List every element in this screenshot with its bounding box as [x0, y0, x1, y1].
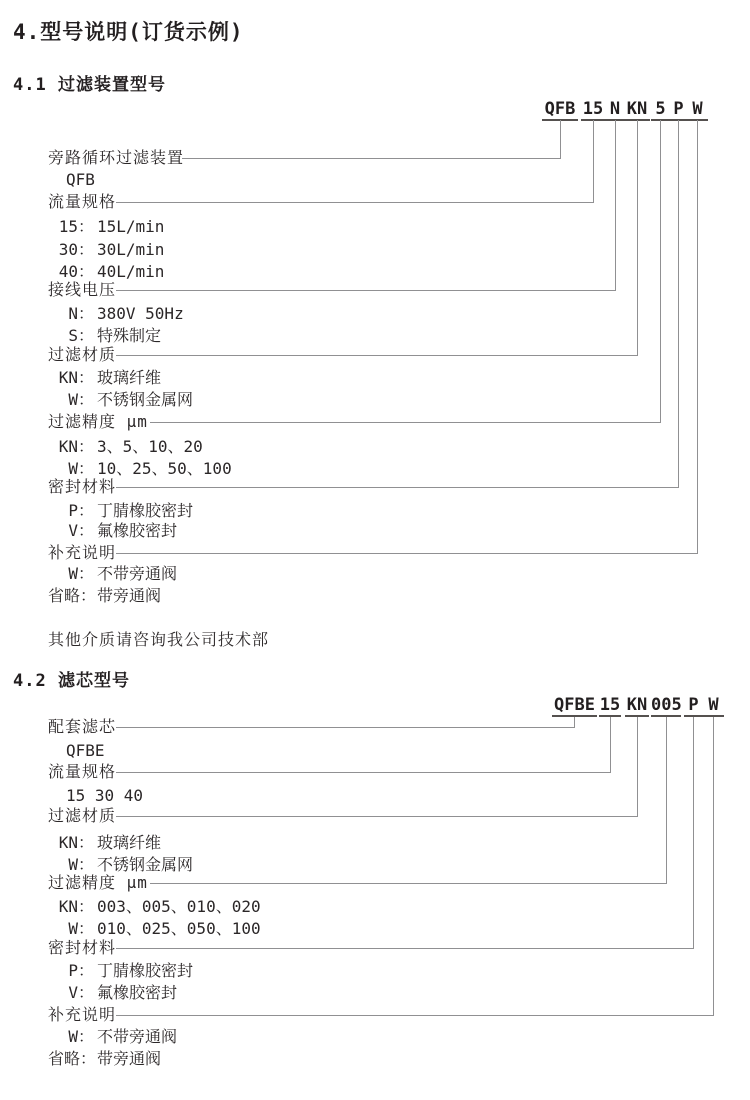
connector-vline — [637, 120, 638, 356]
option-value: 丁腈橡胶密封 — [97, 961, 194, 980]
option-value: 15L/min — [97, 217, 165, 236]
connector-vline — [560, 120, 561, 159]
connector-vline — [693, 717, 694, 949]
group-label: 旁路循环过滤装置 — [48, 148, 185, 167]
connector-hline — [116, 816, 638, 817]
connector-vline — [713, 717, 714, 1016]
group-label: 过滤精度 μm — [48, 873, 148, 892]
connector-hline — [116, 1015, 714, 1016]
connector-hline — [150, 883, 667, 884]
option-row: 15 30 40 — [66, 786, 144, 805]
option-row: QFBE — [66, 741, 105, 760]
option-key: 40： — [58, 262, 94, 281]
connector-hline — [116, 553, 698, 554]
code-segment: W — [703, 696, 724, 717]
page-title: 4.型号说明(订货示例) — [13, 20, 244, 44]
option-value: 003、005、010、020 — [97, 897, 261, 916]
code-segment: QFBE — [552, 696, 597, 717]
group-label: 过滤精度 μm — [48, 412, 148, 431]
code-segment: N — [605, 100, 625, 121]
option-row — [48, 982, 177, 1004]
group-label: 补充说明 — [48, 543, 117, 562]
group-label: 流量规格 — [48, 192, 117, 211]
option-value: 氟橡胶密封 — [97, 521, 178, 540]
option-row — [48, 239, 164, 261]
group-label: 补充说明 — [48, 1005, 117, 1024]
option-value: 带旁通阀 — [97, 1049, 162, 1068]
connector-hline — [150, 422, 661, 423]
option-row — [48, 303, 184, 325]
group-label: 密封材料 — [48, 477, 117, 496]
option-key: P： — [68, 961, 94, 980]
group-label: 流量规格 — [48, 762, 117, 781]
option-key: W： — [68, 564, 94, 583]
connector-vline — [593, 120, 594, 203]
option-row — [48, 520, 177, 542]
option-value: 010、025、050、100 — [97, 919, 261, 938]
option-row — [48, 436, 203, 458]
option-value: 玻璃纤维 — [97, 833, 162, 852]
option-value: 3、5、10、20 — [97, 437, 203, 456]
code-segment: KN — [626, 695, 648, 715]
connector-vline — [660, 120, 661, 423]
option-row — [48, 1048, 161, 1070]
connector-hline — [116, 948, 694, 949]
option-key: KN： — [58, 437, 94, 456]
option-key: 15： — [58, 217, 94, 236]
option-value: 玻璃纤维 — [97, 368, 162, 387]
option-key: V： — [68, 983, 94, 1002]
code-segment: KN — [624, 100, 650, 121]
option-key: V： — [68, 521, 94, 540]
connector-hline — [116, 290, 616, 291]
connector-hline — [116, 487, 679, 488]
connector-hline — [116, 355, 638, 356]
group-label: 接线电压 — [48, 280, 117, 299]
group-label: 过滤材质 — [48, 806, 117, 825]
option-key: 省略： — [48, 586, 97, 605]
option-value: 带旁通阀 — [97, 586, 162, 605]
connector-vline — [678, 120, 679, 488]
connector-vline — [666, 717, 667, 884]
code-segment: W — [687, 100, 708, 121]
option-value: 10、25、50、100 — [97, 459, 232, 478]
section-4-2-heading: 4.2 滤芯型号 — [13, 671, 130, 691]
option-value: 380V 50Hz — [97, 304, 184, 323]
option-value: 30L/min — [97, 240, 165, 259]
section-4-1-heading: 4.1 过滤装置型号 — [13, 75, 166, 95]
option-row: QFB — [66, 170, 95, 189]
option-row — [48, 960, 193, 982]
option-row — [48, 500, 193, 522]
connector-hline — [116, 727, 575, 728]
option-value: 不带旁通阀 — [97, 564, 178, 583]
option-key: W： — [68, 390, 94, 409]
option-key: W： — [68, 919, 94, 938]
option-key: 省略： — [48, 1049, 97, 1068]
code-segment: 005 — [651, 695, 682, 715]
code-segment: P — [669, 100, 688, 121]
connector-vline — [637, 717, 638, 817]
connector-hline — [116, 202, 594, 203]
option-row — [48, 896, 261, 918]
code-segment: QFB — [542, 100, 578, 121]
option-value: 特殊制定 — [97, 326, 162, 345]
group-label: 密封材料 — [48, 938, 117, 957]
option-key: P： — [68, 501, 94, 520]
option-row — [48, 389, 193, 411]
option-value: 40L/min — [97, 262, 165, 281]
connector-vline — [610, 717, 611, 773]
connector-vline — [615, 120, 616, 291]
group-label: 配套滤芯 — [48, 717, 117, 736]
code-segment: P — [684, 696, 703, 717]
code-segment: 5 — [651, 100, 670, 121]
option-row — [48, 367, 161, 389]
option-key: N： — [68, 304, 94, 323]
connector-hline — [116, 772, 611, 773]
option-row — [48, 216, 164, 238]
option-key: KN： — [58, 368, 94, 387]
option-key: W： — [68, 459, 94, 478]
option-value: 不锈钢金属网 — [97, 855, 194, 874]
option-row — [48, 1026, 177, 1048]
code-segment: 15 — [599, 695, 621, 715]
note-text: 其他介质请咨询我公司技术部 — [48, 630, 270, 649]
option-row — [48, 563, 177, 585]
option-value: 丁腈橡胶密封 — [97, 501, 194, 520]
connector-vline — [697, 120, 698, 554]
option-key: S： — [68, 326, 94, 345]
option-value: 不锈钢金属网 — [97, 390, 194, 409]
option-key: KN： — [58, 833, 94, 852]
connector-hline — [182, 158, 561, 159]
option-value: 不带旁通阀 — [97, 1027, 178, 1046]
option-value: 氟橡胶密封 — [97, 983, 178, 1002]
option-key: KN： — [58, 897, 94, 916]
code-segment: 15 — [582, 99, 604, 119]
option-key: W： — [68, 1027, 94, 1046]
group-label: 过滤材质 — [48, 345, 117, 364]
option-key: 30： — [58, 240, 94, 259]
option-row — [48, 585, 161, 607]
option-row — [48, 832, 161, 854]
option-key: W： — [68, 855, 94, 874]
